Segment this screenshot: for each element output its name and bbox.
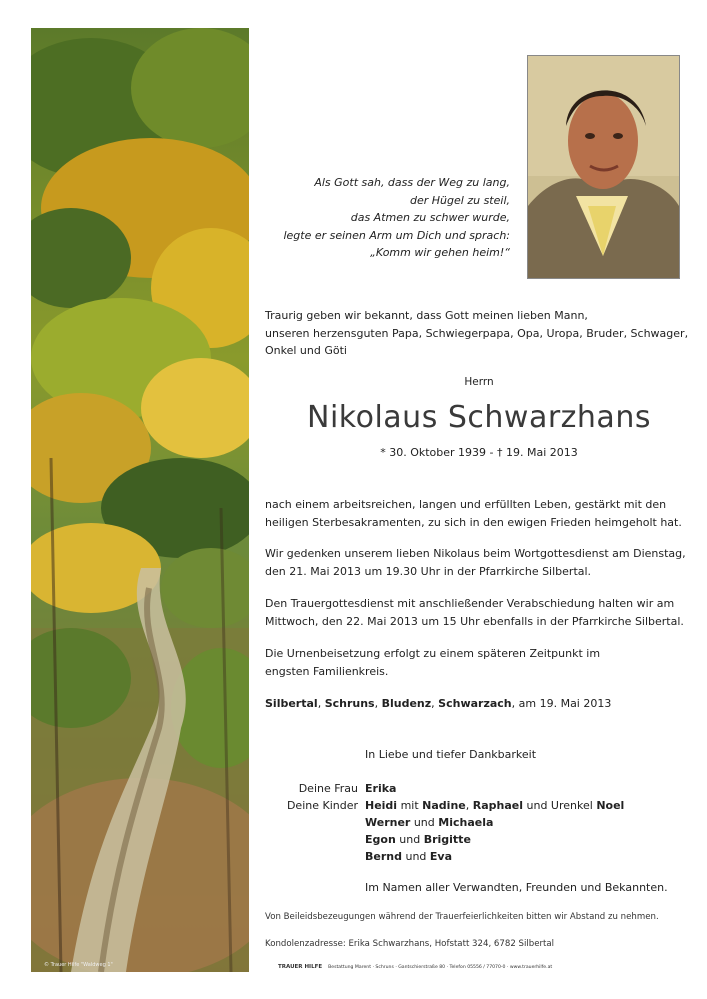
name-brigitte: Brigitte [423, 833, 471, 846]
label-wife: Deine Frau [298, 782, 358, 795]
intro-line: Onkel und Göti [265, 344, 347, 357]
name-egon: Egon [365, 833, 396, 846]
name-nadine: Nadine [422, 799, 466, 812]
name-bernd: Bernd [365, 850, 402, 863]
word-und: und [401, 850, 430, 863]
intro-line: Traurig geben wir bekannt, dass Gott meinen lieben Mann, [265, 309, 588, 322]
life-dates: * 30. Oktober 1939 - † 19. Mai 2013 [380, 446, 578, 459]
paragraph-line: Wir gedenken unserem lieben Nikolaus beim Wortgottesdienst am Dienstag, [265, 547, 686, 560]
paragraph-wortgottesdienst [265, 545, 686, 580]
paragraph-line: Die Urnenbeisetzung erfolgt zu einem späteren Zeitpunkt im [265, 647, 601, 660]
footer-details: Bestattung Marent · Schruns · Gantschierstraße 80 · Telefon 05556 / 77070-0 · www.trauerhilfe.at [328, 965, 553, 970]
word-und: und [410, 816, 439, 829]
paragraph-urnenbeisetzung [265, 645, 600, 680]
place-silbertal: Silbertal [265, 697, 318, 710]
family-names: Erika Heidi mit Nadine, Raphael und Urenkel Noel Werner und Michaela Egon und Brigitte Bernd und Eva [365, 782, 625, 863]
name-noel: Noel [596, 799, 625, 812]
paragraph-line: Mittwoch, den 22. Mai 2013 um 15 Uhr ebenfalls in der Pfarrkirche Silbertal. [265, 614, 684, 628]
closing-line: In Liebe und tiefer Dankbarkeit [365, 748, 537, 761]
place-bludenz: Bludenz [381, 697, 432, 710]
quote-line: das Atmen zu schwer wurde, [350, 211, 510, 224]
salutation: Herrn [464, 376, 494, 388]
label-children: Deine Kinder [286, 799, 358, 812]
quote-line: der Hügel zu steil, [410, 193, 510, 207]
name-michaela: Michaela [438, 816, 494, 829]
quote-line: legte er seinen Arm um Dich und sprach: [283, 228, 510, 242]
paragraph-line: heiligen Sterbesakramenten, zu sich in den ewigen Frieden heimgeholt hat. [265, 515, 682, 529]
name-erika: Erika [365, 782, 397, 795]
word-und: und [395, 833, 424, 846]
announcement-date: , am 19. Mai 2013 [511, 697, 612, 710]
quote-line: Als Gott sah, dass der Weg zu lang, [314, 176, 510, 189]
condolences-note: Von Beileidsbezeugungen während der Trauerfeierlichkeiten bitten wir Abstand zu nehmen. [265, 912, 659, 922]
deceased-name: Nikolaus Schwarzhans [307, 400, 651, 435]
paragraph-line: Den Trauergottesdienst mit anschließender Verabschiedung halten wir am [265, 597, 675, 610]
name-heidi: Heidi [365, 799, 398, 812]
portrait-photo [527, 55, 680, 279]
funeral-service-footer [278, 964, 552, 970]
intro-line: unseren herzensguten Papa, Schwiegerpapa, Opa, Uropa, Bruder, Schwager, [265, 326, 689, 340]
footer-brand: TRAUER HILFE [278, 964, 323, 970]
name-eva: Eva [429, 850, 453, 863]
word-mit: mit [397, 799, 423, 812]
paragraph-line: engsten Familienkreis. [265, 664, 389, 678]
announcement-intro [265, 307, 688, 360]
paragraph-trauergottesdienst [265, 595, 684, 630]
forest-path-image [31, 28, 249, 972]
place-schruns: Schruns [324, 697, 375, 710]
quote-line: „Komm wir gehen heim!“ [370, 246, 510, 259]
paragraph-line: nach einem arbeitsreichen, langen und erfüllten Leben, gestärkt mit den [265, 498, 667, 511]
places-and-date: Silbertal, Schruns, Bludenz, Schwarzach, am 19. Mai 2013 [265, 697, 612, 710]
condolence-address: Kondolenzadresse: Erika Schwarzhans, Hofstatt 324, 6782 Silbertal [265, 939, 555, 949]
name-werner: Werner [365, 816, 411, 829]
relatives-line: Im Namen aller Verwandten, Freunden und Bekannten. [365, 881, 668, 894]
paragraph-eternal-peace [265, 496, 682, 531]
name-raphael: Raphael [472, 799, 524, 812]
image-credit: © Trauer Hilfe "Waldweg 1" [44, 962, 113, 968]
family-labels [272, 780, 358, 814]
memorial-quote [260, 174, 510, 262]
paragraph-line: den 21. Mai 2013 um 19.30 Uhr in der Pfarrkirche Silbertal. [265, 564, 592, 578]
word-und-urenkel: und Urenkel [523, 799, 597, 812]
place-schwarzach: Schwarzach [438, 697, 512, 710]
